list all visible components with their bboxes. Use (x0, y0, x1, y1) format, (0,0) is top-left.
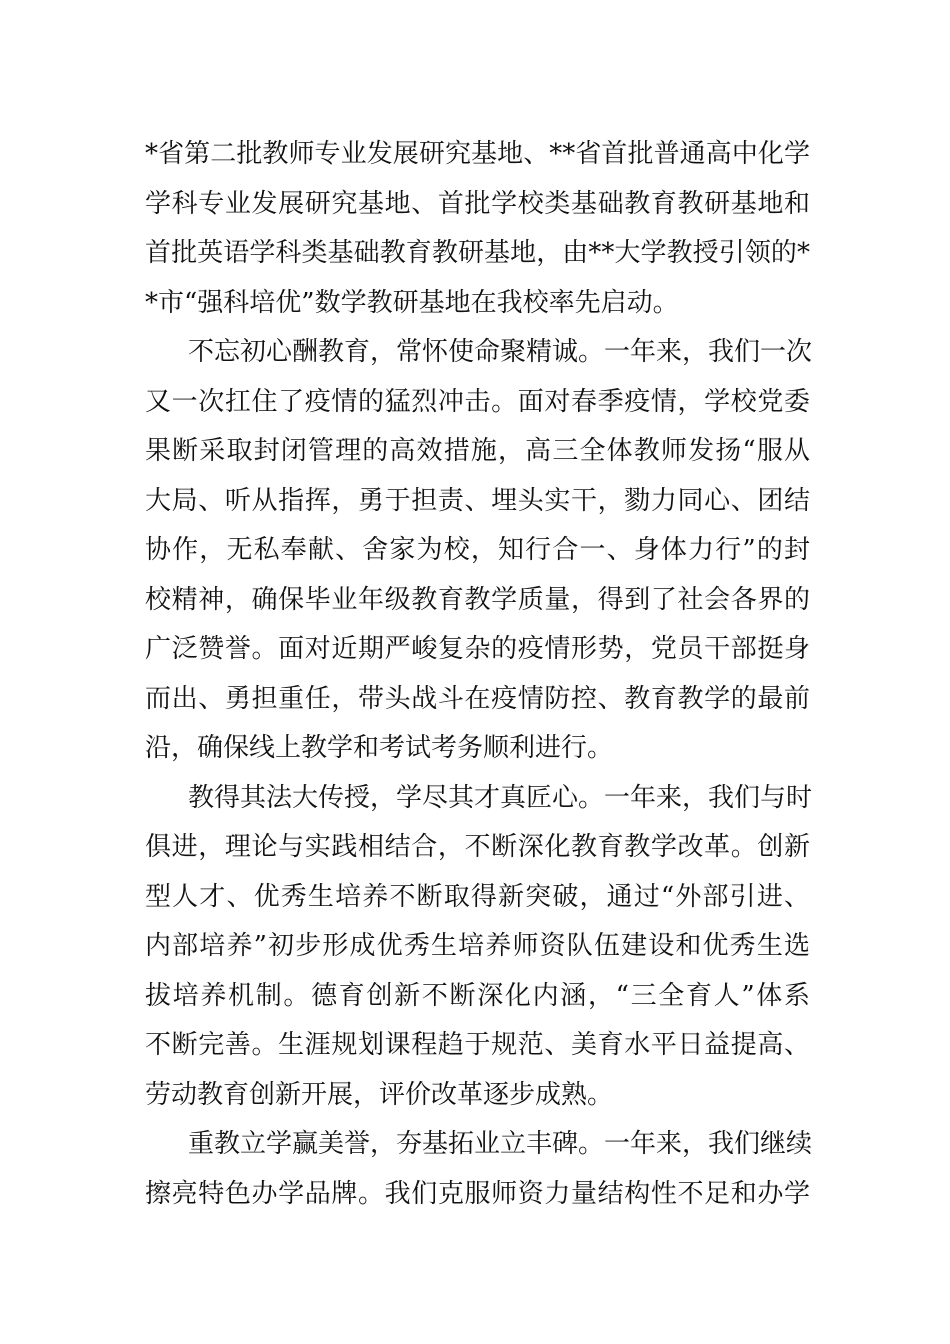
paragraph-line: 拔培养机制。德育创新不断深化内涵，“三全育人”体系 (145, 980, 810, 1011)
paragraph-line: 而出、勇担重任，带头战斗在疫情防控、教育教学的最前 (145, 683, 810, 714)
body-text (145, 130, 813, 1219)
paragraph-line: 果断采取封闭管理的高效措施，高三全体教师发扬“服从 (145, 436, 810, 466)
paragraph-first-line: 重教立学赢美誉，夯基拓业立丰碑。一年来，我们继续 (188, 1129, 813, 1159)
paragraph-line: 学科专业发展研究基地、首批学校类基础教育教研基地和 (145, 188, 810, 219)
paragraph-line: *市“强科培优”数学教研基地在我校率先启动。 (145, 287, 679, 318)
paragraph-line: 沿，确保线上教学和考试考务顺利进行。 (145, 733, 614, 763)
paragraph-line: 协作，无私奉献、舍家为校，知行合一、身体力行”的封 (145, 535, 810, 565)
paragraph-line: 俱进，理论与实践相结合，不断深化教育教学改革。创新 (145, 832, 810, 862)
paragraph-line: 内部培养”初步形成优秀生培养师资队伍建设和优秀生选 (145, 931, 810, 961)
paragraph-line: 校精神，确保毕业年级教育教学质量，得到了社会各界的 (145, 584, 810, 615)
paragraph-line: 擦亮特色办学品牌。我们克服师资力量结构性不足和办学 (145, 1178, 810, 1209)
paragraph-first-line: 不忘初心酬教育，常怀使命聚精诚。一年来，我们一次 (188, 337, 813, 367)
paragraph-line: 广泛赞誉。面对近期严峻复杂的疫情形势，党员干部挺身 (145, 634, 810, 664)
paragraph-line: 不断完善。生涯规划课程趋于规范、美育水平日益提高、 (145, 1030, 810, 1060)
paragraph-line: 劳动教育创新开展，评价改革逐步成熟。 (145, 1079, 614, 1110)
paragraph-line: 大局、听从指挥，勇于担责、埋头实干，勠力同心、团结 (145, 485, 810, 516)
paragraph-first-line: 教得其法大传授，学尽其才真匠心。一年来，我们与时 (188, 782, 813, 813)
paragraph-line: 型人才、优秀生培养不断取得新突破，通过“外部引进、 (145, 881, 810, 912)
paragraph-line: 又一次扛住了疫情的猛烈冲击。面对春季疫情，学校党委 (145, 386, 810, 417)
paragraph-line: *省第二批教师专业发展研究基地、**省首批普通高中化学 (145, 139, 810, 169)
paragraph-line: 首批英语学科类基础教育教研基地，由**大学教授引领的* (145, 238, 810, 268)
